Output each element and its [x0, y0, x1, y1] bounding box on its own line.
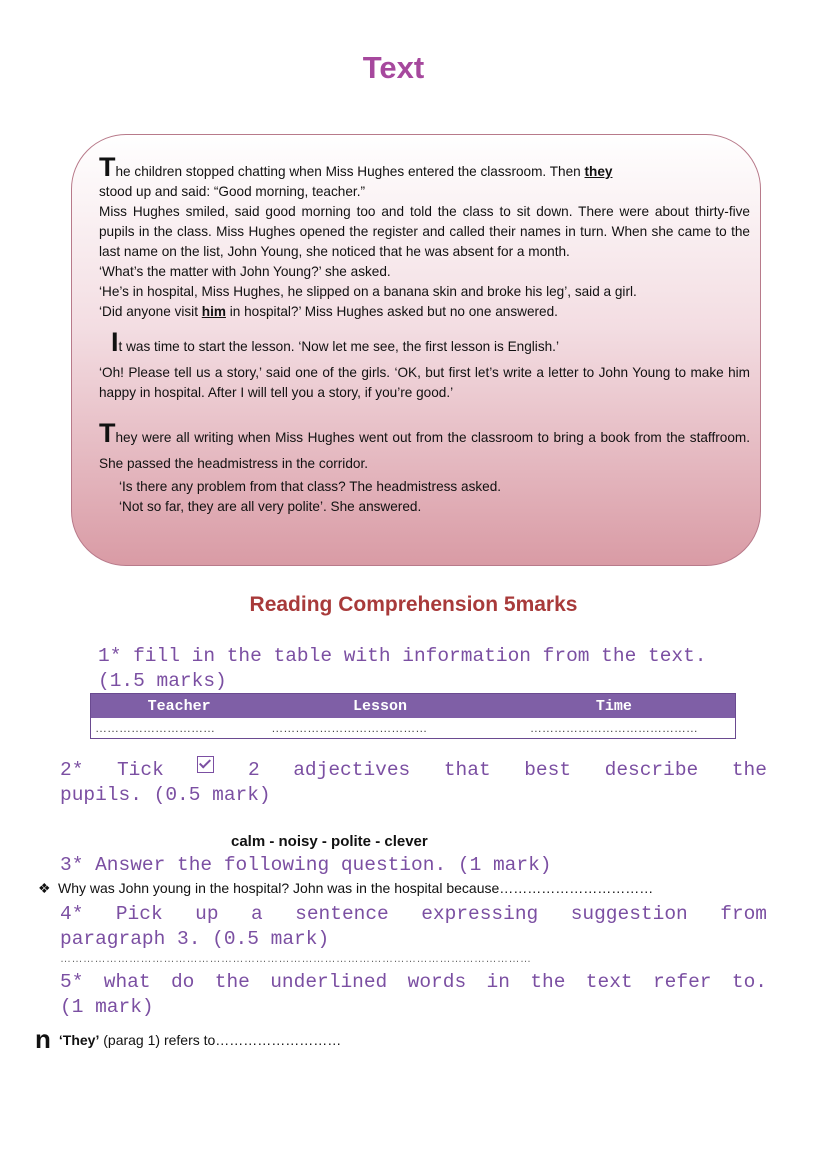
drop-initial: I	[111, 327, 119, 357]
header-lesson: Lesson	[267, 694, 493, 719]
question-5: 5* what do the underlined words in the text refer to. (1 mark)	[60, 971, 767, 1018]
story-paragraph-6: It was time to start the lesson. ‘Now let me see, the first lesson is English.’	[111, 327, 559, 357]
story-paragraph-7: ‘Oh! Please tell us a story,’ said one of the girls. ‘OK, but first let’s write a letter to John Young to make him happy in hospital. After I will tell you a story, if you’re good.’	[99, 365, 750, 400]
question-5-answer-line[interactable]: n ‘They’ (parag 1) refers to………………………	[35, 1024, 342, 1054]
diamond-bullet-icon: ❖	[38, 880, 51, 896]
question-4-answer-line[interactable]: ……………………………………………………………………………………………………………	[60, 953, 532, 965]
info-table	[90, 693, 736, 739]
story-box	[71, 134, 761, 566]
story-paragraph-1-line-2: stood up and said: “Good morning, teacher.”	[99, 184, 365, 199]
cell-teacher[interactable]: …………………………	[95, 721, 215, 735]
question-2: 2* Tick 2 adjectives that best describe the pupils. (0.5 mark)	[60, 758, 767, 808]
underlined-word-him: him	[201, 304, 226, 319]
story-paragraph-8: They were all writing when Miss Hughes went out from the classroom to bring a book from the staffroom. She passed the headmistress in the corridor.	[99, 418, 750, 471]
story-paragraph-4: ‘He’s in hospital, Miss Hughes, he slipped on a banana skin and broke his leg’, said a girl.	[99, 284, 637, 299]
adjective-list: calm - noisy - polite - clever	[231, 833, 428, 850]
story-paragraph-9: ‘Is there any problem from that class? The headmistress asked.	[119, 479, 502, 494]
cell-time[interactable]: ……………………………………	[529, 721, 698, 735]
cell-lesson[interactable]: …………………………………	[271, 721, 428, 735]
underlined-word-they: they	[584, 164, 613, 179]
drop-initial: T	[99, 152, 116, 182]
checkbox-tick-icon	[197, 756, 214, 773]
story-paragraph-3: ‘What’s the matter with John Young?’ she asked.	[99, 264, 391, 279]
header-time: Time	[493, 694, 736, 719]
header-teacher: Teacher	[91, 694, 268, 719]
question-3: 3* Answer the following question. (1 mark)	[60, 854, 552, 876]
section-title: Reading Comprehension 5marks	[249, 593, 578, 616]
bullet-marker: n	[35, 1024, 51, 1054]
story-paragraph-2: Miss Hughes smiled, said good morning too and told the class to sit down. There were about thirty-five pupils in the class. Miss Hughes opened the register and called their names in turn. When she came to the last name on the list, John Young, she noticed that he was absent for a month.	[99, 204, 750, 259]
story-paragraph-1: The children stopped chatting when Miss Hughes entered the classroom. Then they	[99, 152, 613, 182]
question-4: 4* Pick up a sentence expressing suggestion from paragraph 3. (0.5 mark)	[60, 903, 767, 950]
table-header-row	[91, 694, 736, 719]
page-title: Text	[362, 50, 425, 85]
drop-initial: T	[99, 418, 116, 448]
question-3-answer-line[interactable]: ❖ Why was John young in the hospital? John was in the hospital because……………………………	[38, 880, 654, 896]
question-1: 1* fill in the table with information from the text. (1.5 marks)	[98, 645, 707, 692]
table-row	[91, 718, 736, 739]
story-paragraph-5: ‘Did anyone visit him in hospital?’ Miss Hughes asked but no one answered.	[99, 304, 558, 319]
story-paragraph-10: ‘Not so far, they are all very polite’. She answered.	[119, 499, 422, 514]
